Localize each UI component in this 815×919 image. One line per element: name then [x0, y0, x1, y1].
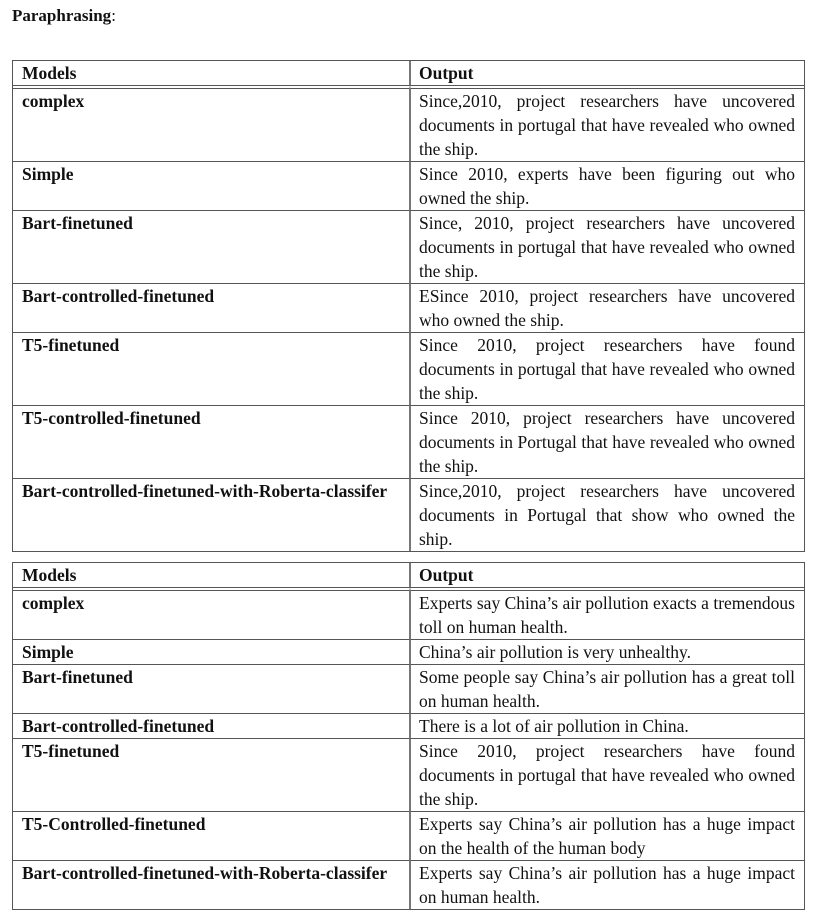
model-output: China’s air pollution is very unhealthy. — [410, 639, 804, 664]
section-heading — [12, 6, 116, 26]
model-output: Since 2010, project researchers have found documents in portugal that have revealed who owned the ship. — [410, 738, 804, 811]
column-header-models: Models — [13, 61, 410, 85]
table-row — [13, 587, 804, 639]
table-header-row — [13, 61, 804, 85]
model-output: Experts say China’s air pollution has a huge impact on the health of the human body — [410, 811, 804, 860]
model-output: Experts say China’s air pollution exacts a tremendous toll on human health. — [410, 587, 804, 639]
section-heading-label: Paraphrasing — [12, 6, 112, 25]
table-row — [13, 639, 804, 664]
paraphrasing-table-1 — [12, 60, 805, 552]
model-name: T5-controlled-finetuned — [13, 405, 410, 478]
table-row — [13, 860, 804, 909]
table-row — [13, 713, 804, 738]
section-heading-colon: : — [111, 6, 116, 25]
model-output: ESince 2010, project researchers have uncovered who owned the ship. — [410, 283, 804, 332]
model-name: Bart-controlled-finetuned — [13, 713, 410, 738]
model-name: Bart-finetuned — [13, 664, 410, 713]
column-header-output: Output — [410, 563, 804, 587]
model-name: Bart-controlled-finetuned-with-Roberta-classifer — [13, 478, 410, 551]
column-header-models: Models — [13, 563, 410, 587]
table-row — [13, 85, 804, 161]
model-name: Bart-controlled-finetuned — [13, 283, 410, 332]
model-name: complex — [13, 587, 410, 639]
model-output: Since 2010, experts have been figuring out who owned the ship. — [410, 161, 804, 210]
model-name: Bart-controlled-finetuned-with-Roberta-classifer — [13, 860, 410, 909]
model-output: Since, 2010, project researchers have uncovered documents in portugal that have revealed who owned the ship. — [410, 210, 804, 283]
model-name: Simple — [13, 639, 410, 664]
model-output: Experts say China’s air pollution has a huge impact on human health. — [410, 860, 804, 909]
model-output: Since 2010, project researchers have uncovered documents in Portugal that have revealed who owned the ship. — [410, 405, 804, 478]
model-output: Since 2010, project researchers have found documents in portugal that have revealed who owned the ship. — [410, 332, 804, 405]
model-output: Since,2010, project researchers have uncovered documents in Portugal that show who owned the ship. — [410, 478, 804, 551]
table-row — [13, 283, 804, 332]
table-row — [13, 332, 804, 405]
model-name: complex — [13, 85, 410, 161]
model-name: T5-finetuned — [13, 332, 410, 405]
paraphrasing-table-2 — [12, 562, 805, 910]
table-row — [13, 478, 804, 551]
table-row — [13, 738, 804, 811]
model-output: Since,2010, project researchers have uncovered documents in portugal that have revealed who owned the ship. — [410, 85, 804, 161]
model-output: There is a lot of air pollution in China. — [410, 713, 804, 738]
table-row — [13, 210, 804, 283]
model-name: T5-finetuned — [13, 738, 410, 811]
table-row — [13, 811, 804, 860]
table-header-row — [13, 563, 804, 587]
column-header-output: Output — [410, 61, 804, 85]
model-name: T5-Controlled-finetuned — [13, 811, 410, 860]
model-output: Some people say China’s air pollution has a great toll on human health. — [410, 664, 804, 713]
model-name: Bart-finetuned — [13, 210, 410, 283]
table-row — [13, 405, 804, 478]
table-row — [13, 664, 804, 713]
model-name: Simple — [13, 161, 410, 210]
table-row — [13, 161, 804, 210]
